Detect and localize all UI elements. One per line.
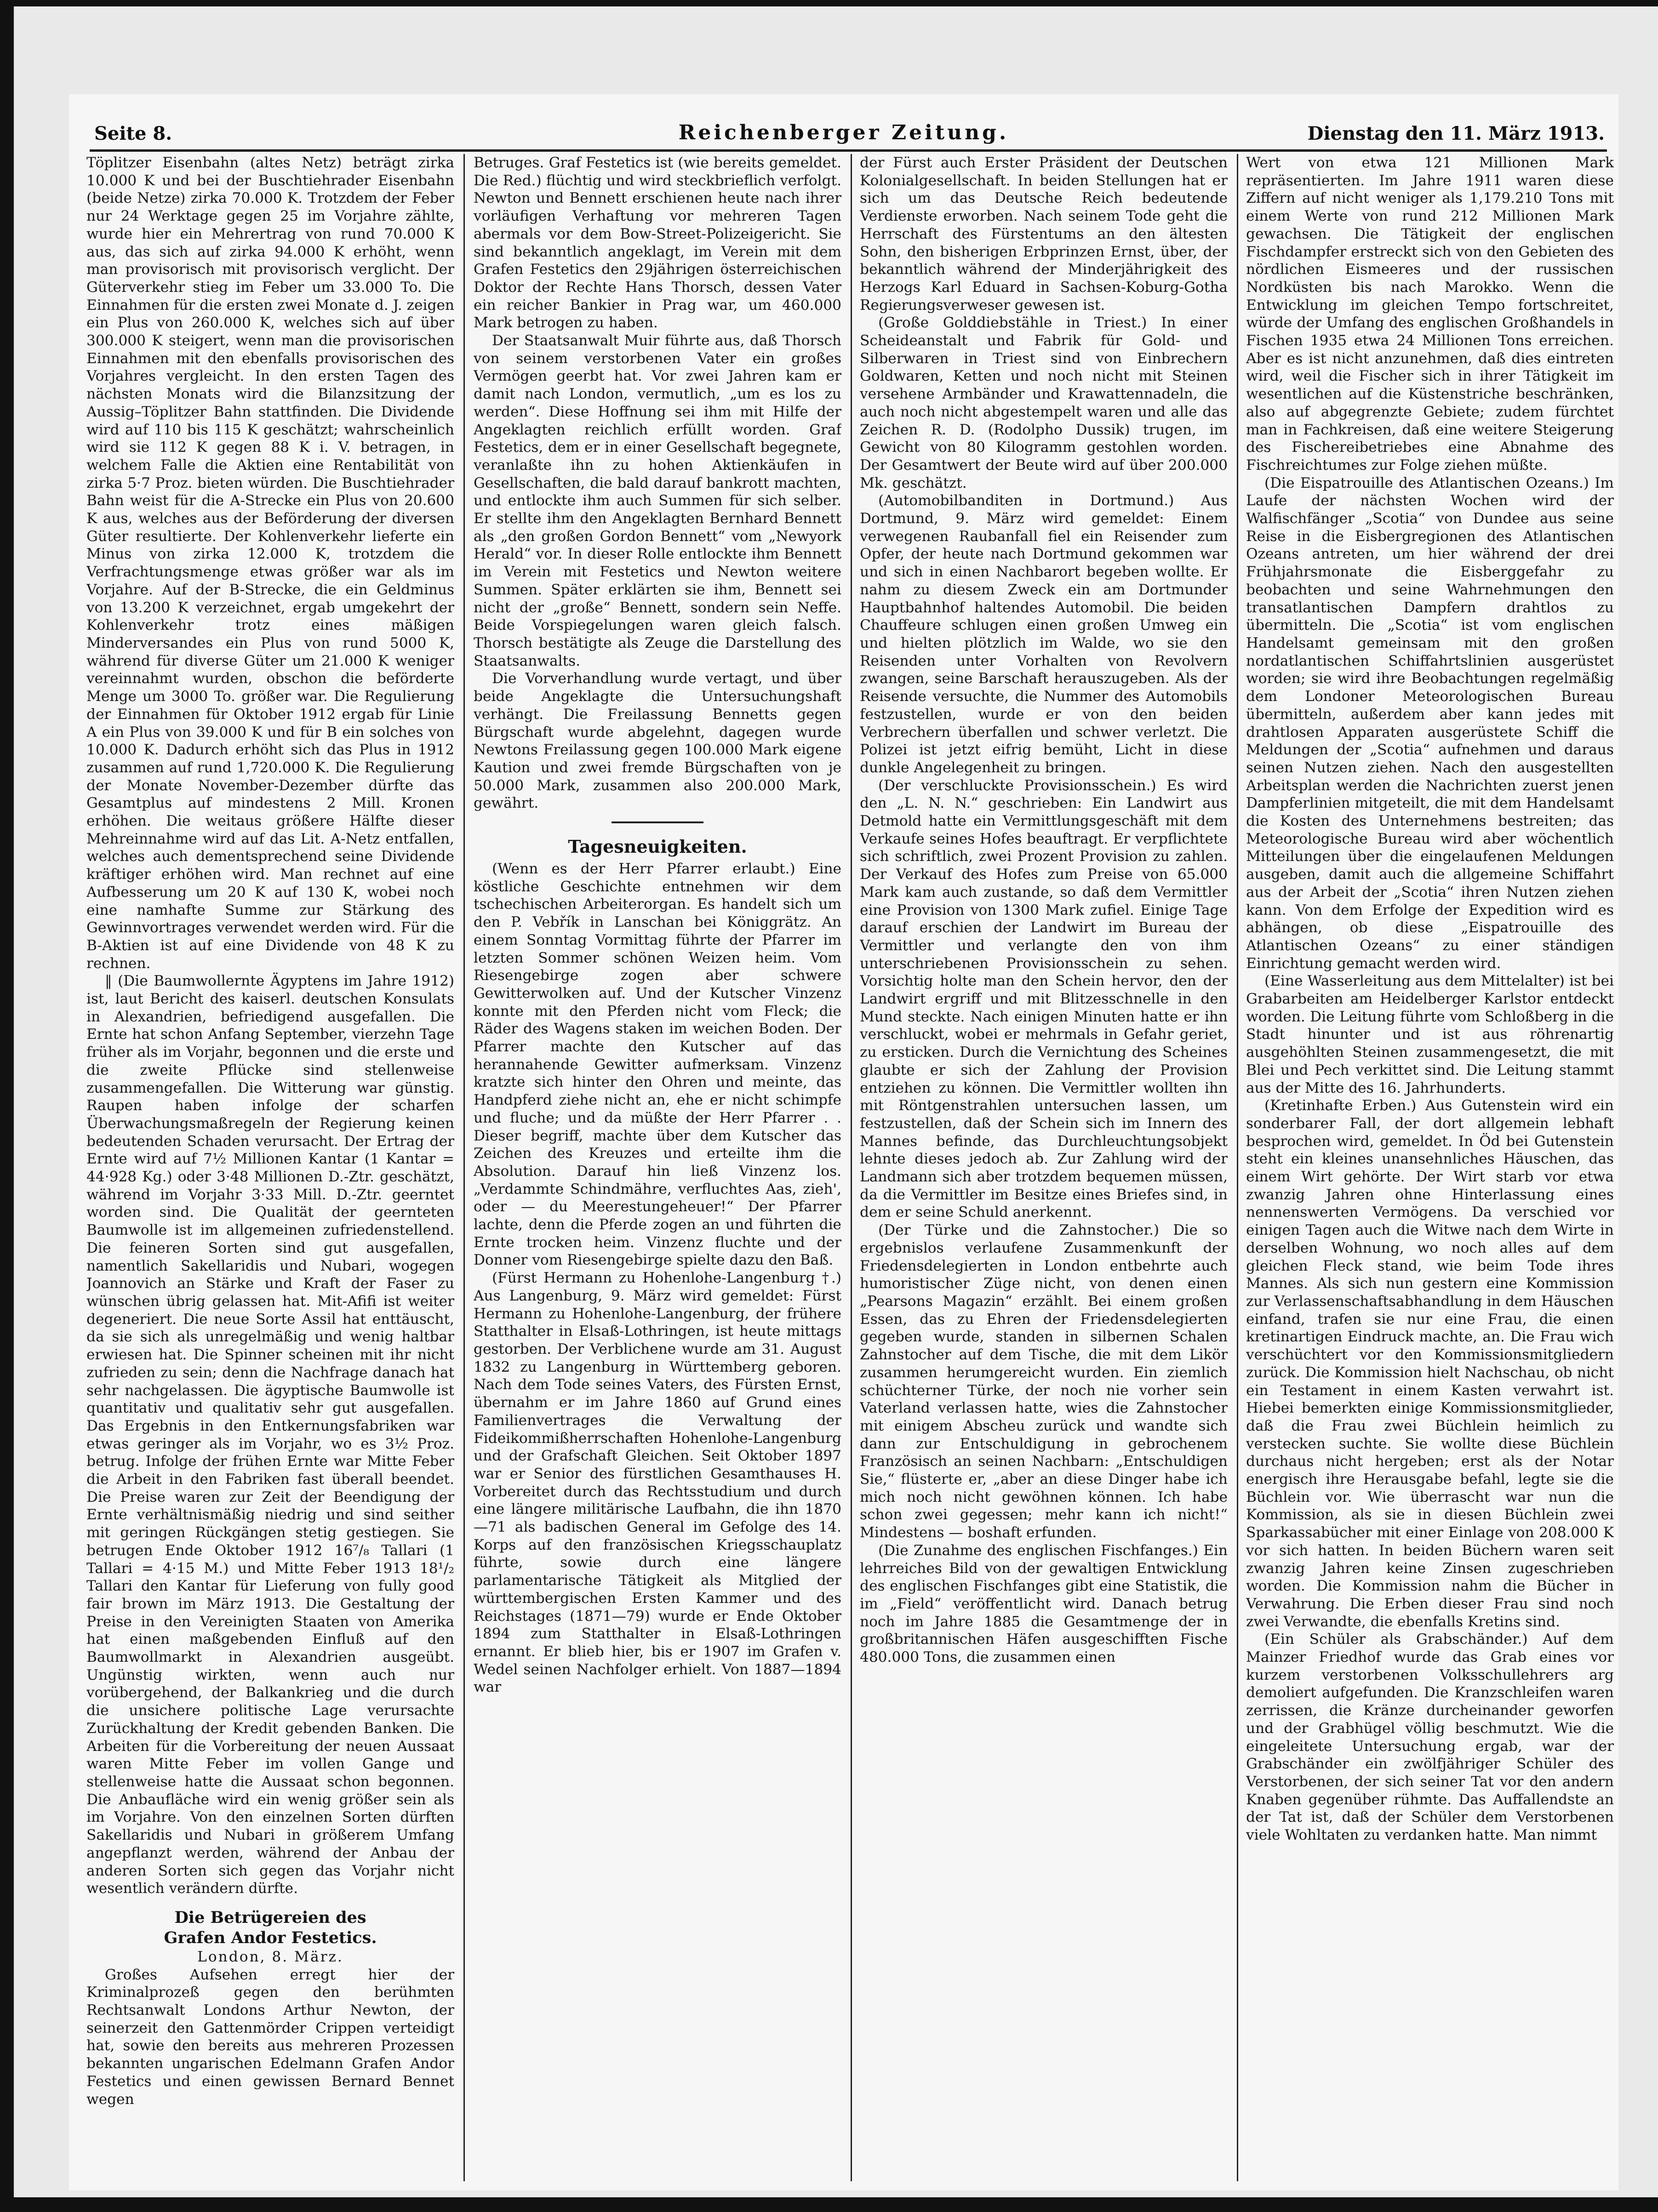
headline-festetics-2: Grafen Andor Festetics.: [164, 1928, 377, 1947]
article-hohenlohe-cont: der Fürst auch Erster Präsident der Deutschen Kolonialgesellschaft. In beiden Stellungen hat er sich um das Deutsche Reich bedeutende Verdienste erworben. Nach seinem Tode geht die Herrschaft des Fürstentums an den ältesten Sohn, den bisherigen Erbprinzen Ernst, über, der bekanntlich während der Minderjährigkeit des Herzogs Karl Eduard in Sachsen-Koburg-Gotha Regierungsverweser gewesen ist.: [860, 154, 1228, 314]
article-cretin-heirs: (Kretinhafte Erben.) Aus Gutenstein wird ein sonderbarer Fall, der dort allgemein lebhaft besprochen wird, gemeldet. In Öd bei Gutenstein steht ein kleines unansehnliches Häuschen, das einem Wirt gehörte. Der Wirt starb vor etwa zwanzig Jahren ohne Hinterlassung eines nennenswerten Vermögens. Da verschied vor einigen Tagen auch die Witwe nach dem Wirte in derselben Wohnung, wo noch alles auf dem gleichen Fleck stand, wie beim Tode ihres Mannes. Als sich nun gestern eine Kommission zur Verlassenschaftsabhandlung in dem Häuschen einfand, trafen sie nur eine Frau, die einen kretinartigen Eindruck machte, an. Die Frau wich verschüchtert vor den Kommissionsmitgliedern zurück. Die Kommission hielt Nachschau, ob nicht ein Testament in einem Kasten verwahrt ist. Hiebei bemerkten einige Kommissionsmitglieder, daß die Frau zwei Büchlein heimlich zu verstecken suchte. Sie wollte diese Büchlein durchaus nicht hergeben; erst als der Notar energisch ihre Herausgabe befahl, legte sie die Büchlein vor. Wie überrascht war nun die Kommission, als sie in diesen Büchlein zwei Sparkassabücher mit einer Einlage von 208.000 K vor sich hatten. In beiden Büchern waren seit zwanzig Jahren keine Zinsen zugeschrieben worden. Die Kommission nahm die Bücher in Verwahrung. Die Erben dieser Frau sind noch zwei Verwandte, die ebenfalls Kretins sind.: [1246, 1097, 1614, 1630]
section-divider: [612, 821, 703, 823]
scan-border-left: [0, 0, 14, 2212]
article-english-fishing: (Die Zunahme des englischen Fischfanges.) Ein lehrreiches Bild von der gewaltigen Entwicklung des englischen Fischfanges gibt eine Statistik, die im „Field“ veröffentlicht wird. Danach betrug noch im Jahre 1885 die Gesamtmenge der in großbritannischen Häfen ausgeschifften Fische 480.000 Tons, die zusammen einen: [860, 1542, 1228, 1666]
article-dortmund-bandits: (Automobilbanditen in Dortmund.) Aus Dortmund, 9. März wird gemeldet: Einem verwegenen Raubanfall fiel ein Reisender zum Opfer, der heute nach Dortmund gekommen war und sich in einen Nachbarort begeben wollte. Er nahm zu diesem Zweck ein am Dortmunder Hauptbahnhof haltendes Automobil. Die beiden Chauffeure schlugen einen großen Umweg ein und hielten plötzlich im Walde, wo sie den Reisenden unter Vorhalten von Revolvern zwangen, seine Barschaft herauszugeben. Als der Reisende versuchte, die Nummer des Automobils festzustellen, wurde er von den beiden Verbrechern überfallen und schwer verletzt. Die Polizei ist jetzt eifrig bemüht, Licht in diese dunkle Angelegenheit zu bringen.: [860, 492, 1228, 776]
column-divider: [463, 154, 465, 2181]
article-festetics-intro: Großes Aufsehen erregt hier der Kriminalprozeß gegen den berühmten Rechtsanwalt Londons Arthur Newton, der seinerzeit den Gattenmörder Crippen verteidigt hat, sowie den bereits aus mehreren Prozessen bekannten ungarischen Edelmann Grafen Andor Festetics und einen gewissen Bernard Bennet wegen: [86, 1966, 454, 2108]
section-title-tagesneuigkeiten: Tagesneuigkeiten.: [568, 836, 747, 857]
scan-border-bottom: [0, 2197, 1658, 2212]
column-divider: [1237, 154, 1238, 2181]
article-festetics-verdict: Die Vorverhandlung wurde vertagt, und über beide Angeklagte die Untersuchungshaft verhängt. Die Freilassung Bennetts gegen Bürgschaft wurde abgelehnt, dagegen wurde Newtons Freilassung gegen 100.000 Mark eigene Kaution und zwei fremde Bürgschaften von je 50.000 Mark, zusammen also 200.000 Mark, gewährt.: [474, 670, 841, 812]
article-turk-toothpicks: (Der Türke und die Zahnstocher.) Die so ergebnislos verlaufene Zusammenkunft der Friedensdelegierten in London entbehrte auch humoristischer Züge nicht, von denen einen „Pearsons Magazin“ erzählt. Bei einem großen Essen, das zu Ehren der Friedensdelegierten gegeben wurde, standen in silbernen Schalen Zahnstocher auf dem Tische, die mit dem Likör zusammen herumgereicht wurden. Ein ziemlich schüchterner Türke, der noch nie vorher sein Vaterland verlassen hatte, wies die Zahnstocher mit einigem Abscheu zurück und wandte sich dann zur Entschuldigung in gebrochenem Französisch an seinen Nachbarn: „Entschuldigen Sie,“ flüsterte er, „aber an diese Dinger habe ich mich noch nicht gewöhnen können. Ich habe schon zwei gegessen; mehr kann ich nicht!“ Mindestens — boshaft erfunden.: [860, 1222, 1228, 1541]
article-egypt-cotton: ‖ (Die Baumwollernte Ägyptens im Jahre 1912) ist, laut Bericht des kaiserl. deutschen Konsulats in Alexandrien, befriedigend ausgefallen. Die Ernte hat schon Anfang September, vierzehn Tage früher als im Vorjahr, begonnen und die erste und die zweite Pflücke sind stellenweise zusammengefallen. Die Witterung war günstig. Raupen haben infolge der scharfen Überwachungsmaßregeln der Regierung keinen bedeutenden Schaden verursacht. Der Ertrag der Ernte wird auf 7½ Millionen Kantar (1 Kantar = 44·928 Kg.) oder 3·48 Millionen D.-Ztr. geschätzt, während im Vorjahr 3·33 Mill. D.-Ztr. geerntet worden sind. Die Qualität der geernteten Baumwolle ist im allgemeinen zufriedenstellend. Die feineren Sorten sind gut ausgefallen, namentlich Sakellaridis und Nubari, wogegen Joannovich an Stärke und Kraft der Faser zu wünschen übrig gelassen hat. Mit-Afifi ist weiter degeneriert. Die neue Sorte Assil hat enttäuscht, da sie sich als unregelmäßig und wenig haltbar erwiesen hat. Die Spinner scheinen mit ihr nicht zufrieden zu sein; denn die Nachfrage danach hat sehr nachgelassen. Die ägyptische Baumwolle ist quantitativ und qualitativ sehr gut ausgefallen. Das Ergebnis in den Entkernungsfabriken war etwas geringer als im Vorjahr, wo es 3½ Proz. betrug. Infolge der frühen Ernte war Mitte Feber die Arbeit in den Fabriken fast überall beendet. Die Preise waren zur Zeit der Beendigung der Ernte verhältnismäßig niedrig und sind seither mit geringen Rückgängen stetig gestiegen. Sie betrugen Ende Oktober 1912 16⁷/₈ Tallari (1 Tallari = 4·15 M.) und Mitte Feber 1913 18¹/₂ Tallari den Kantar für Lieferung von fully good fair brown im März 1913. Die Gestaltung der Preise in den Vereinigten Staaten von Amerika hat einen maßgebenden Einfluß auf den Baumwollmarkt in Alexandrien ausgeübt. Ungünstig wirkten, wenn auch nur vorübergehend, der Balkankrieg und die durch die unsichere politische Lage verursachte Zurückhaltung der Kredit gebenden Banken. Die Arbeiten für die Vorbereitung der neuen Aussaat waren Mitte Feber im vollen Gange und stellenweise hatte die Aussaat schon begonnen. Die Anbaufläche wird ein wenig größer sein als im Vorjahre. Von den einzelnen Sorten dürften Sakellaridis und Nubari in größerem Umfang angepflanzt werden, während der Anbau der anderen Sorten sich gegen das Vorjahr nicht wesentlich verändern dürfte.: [86, 973, 454, 1897]
column-1: [86, 154, 454, 2186]
article-water-pipe: (Eine Wasserleitung aus dem Mittelalter) ist bei Grabarbeiten am Heidelberger Karlstor entdeckt worden. Die Leitung führte vom Schloßberg in die Stadt hinunter und ist aus röhrenartig ausgehöhlten Steinen zusammengesetzt, die mit Blei und Pech verkittet sind. Die Leitung stammt aus der Mitte des 16. Jahrhunderts.: [1246, 973, 1614, 1096]
article-pfarrer: (Wenn es der Herr Pfarrer erlaubt.) Eine köstliche Geschichte entnehmen wir dem tschechischen Arbeiterorgan. Es handelt sich um den P. Vebřík in Lanschan bei Königgrätz. An einem Sonntag Vormittag führte der Pfarrer im letzten Sommer schönen Weizen heim. Vom Riesengebirge zogen aber schwere Gewitterwolken auf. Und der Kutscher Vinzenz konnte mit den Pferden nicht vom Fleck; die Räder des Wagens staken im weichen Boden. Der Pfarrer machte den Kutscher auf das herannahende Gewitter aufmerksam. Vinzenz kratzte sich hinter den Ohren und meinte, das Handpferd ziehe nicht an, ehe er nicht schimpfe und fluche; und da müßte der Herr Pfarrer . . Dieser begriff, machte über dem Kutscher das Zeichen des Kreuzes und erteilte ihm die Absolution. Darauf hin ließ Vinzenz los. „Verdammte Schindmähre, verfluchtes Aas, zieh', oder — du Meerestungeheuer!“ Der Pfarrer lachte, denn die Pferde zogen an und führten die Ernte trocken heim. Vinzenz fluchte und der Donner vom Riesengebirge spielte dazu den Baß.: [474, 861, 841, 1269]
issue-date: Dienstag den 11. März 1913.: [1307, 123, 1605, 144]
column-4: [1246, 154, 1614, 2186]
article-provision-slip: (Der verschluckte Provisionsschein.) Es wird den „L. N. N.“ geschrieben: Ein Landwirt aus Detmold hatte ein Vermittlungsgeschäft mit dem Verkaufe seines Hofes beauftragt. Er verpflichtete sich schriftlich, zwei Prozent Provision zu zahlen. Der Verkauf des Hofes zum Preise von 65.000 Mark kam auch zustande, so daß dem Vermittler eine Provision von 1300 Mark zufiel. Einige Tage darauf erschien der Landwirt im Bureau der Vermittler und verlangte den von ihm unterschriebenen Provisionsschein zu sehen. Vorsichtig holte man den Schein hervor, den der Landwirt ergriff und mit Blitzesschnelle in den Mund steckte. Nach einigen Minuten hatte er ihn verschluckt, wobei er mehrmals in Gefahr geriet, zu ersticken. Durch die Vernichtung des Scheines glaubte er sich der Zahlung der Provision entziehen zu können. Die Vermittler wollten ihn mit Röntgenstrahlen untersuchen lassen, um festzustellen, daß der Schein sich im Innern des Mannes befinde, das Durchleuchtungsobjekt lehnte dieses jedoch ab. Zur Zahlung wird der Landmann sich aber trotzdem bequemen müssen, da die Vermittler im Besitze eines Briefes sind, in dem er seine Schuld anerkennt.: [860, 777, 1228, 1221]
article-ice-patrol: (Die Eispatrouille des Atlantischen Ozeans.) Im Laufe der nächsten Wochen wird der Walfischfänger „Scotia“ von Dundee aus seine Reise in die Eisbergregionen des Atlantischen Ozeans antreten, um hier während der drei Frühjahrsmonate die Eisberggefahr zu beobachten und seine Wahrnehmungen den transatlantischen Dampfern drahtlos zu übermitteln. Die „Scotia“ ist vom englischen Handelsamt gemeinsam mit den großen nordatlantischen Schiffahrtslinien ausgerüstet worden; sie wird ihre Beobachtungen regelmäßig dem Londoner Meteorologischen Bureau übermitteln, außerdem aber kann jedes mit drahtlosen Apparaten ausgerüstete Schiff die Meldungen der „Scotia“ aufnehmen und daraus seinen Nutzen ziehen. Nach den ausgestellten Arbeitsplan werden die Nachrichten zuerst jenen Dampferlinien mitgeteilt, die mit dem Handelsamt die Kosten des Unternehmens bestreiten; das Meteorologische Bureau wird aber wöchentlich Mitteilungen über die eingelaufenen Meldungen ausgeben, damit auch die allgemeine Schiffahrt aus der Arbeit der „Scotia“ ihren Nutzen ziehen kann. Von dem Erfolge der Expedition wird es abhängen, ob diese „Eispatrouille des Atlantischen Ozeans“ zu einer ständigen Einrichtung gemacht werden wird.: [1246, 474, 1614, 972]
column-2: [474, 154, 841, 2186]
scan-border-top: [0, 0, 1658, 6]
newspaper-title: Reichenberger Zeitung.: [678, 121, 1009, 144]
page-number: Seite 8.: [94, 123, 172, 144]
masthead: [69, 123, 1618, 150]
column-3: [860, 154, 1228, 2186]
header-rule: [90, 149, 1607, 152]
article-hohenlohe: (Fürst Hermann zu Hohenlohe-Langenburg †.) Aus Langenburg, 9. März wird gemeldet: Fürst Hermann zu Hohenlohe-Langenburg, der frühere Statthalter in Elsaß-Lothringen, ist heute mittags gestorben. Der Verblichene wurde am 31. August 1832 zu Langenburg in Württemberg geboren. Nach dem Tode seines Vaters, des Fürsten Ernst, übernahm er im Jahre 1860 auf Grund eines Familienvertrages die Verwaltung der Fideikommißherrschaften Hohenlohe-Langenburg und der Grafschaft Gleichen. Seit Oktober 1897 war er Senior des fürstlichen Gesamthauses H. Vorbereitet durch das Rechtsstudium und durch eine längere militärische Laufbahn, die ihn 1870—71 als badischen General im Gefolge des 14. Korps auf den französischen Kriegsschauplatz führte, sowie durch eine längere parlamentarische Tätigkeit als Mitglied der württembergischen Ersten Kammer und des Reichstages (1871—79) wurde er Ende Oktober 1894 zum Statthalter in Elsaß-Lothringen ernannt. Er blieb hier, bis er 1907 im Grafen v. Wedel seinen Nachfolger erhielt. Von 1887—1894 war: [474, 1270, 841, 1696]
article-english-fishing-cont: Wert von etwa 121 Millionen Mark repräsentierten. Im Jahre 1911 waren diese Ziffern auf nicht weniger als 1,179.210 Tons mit einem Werte von rund 212 Millionen Mark gewachsen. Die Tätigkeit der englischen Fischdampfer erstreckt sich von den Gebieten des nördlichen Eismeeres und der russischen Nordküsten bis nach Marokko. Wenn die Entwicklung im gleichen Tempo fortschreitet, würde der Umfang des englischen Großhandels in Fischen 1935 etwa 24 Millionen Tons erreichen. Aber es ist nicht anzunehmen, daß dies eintreten wird, weil die Fischer sich in ihrer Tätigkeit im wesentlichen auf die Küstenstriche beschränken, also auf abgegrenzte Gebiete; zudem fürchtet man in Fachkreisen, daß eine weitere Steigerung des Fischereibetriebes eine Abnahme des Fischreichtumes zur Folge ziehen müßte.: [1246, 154, 1614, 473]
headline-festetics-1: Die Betrügereien des: [174, 1908, 366, 1927]
article-railway-report: Töplitzer Eisenbahn (altes Netz) beträgt zirka 10.000 K und bei der Buschtiehrader Eisenbahn (beide Netze) zirka 70.000 K. Trotzdem der Feber nur 24 Werktage gegen 25 im Vorjahre zählte, wurde hier ein Mehrertrag von rund 70.000 K aus, das sich auf zirka 94.000 K erhöht, wenn man provisorisch mit provisorisch verglicht. Der Güterverkehr stieg im Feber um 33.000 To. Die Einnahmen für die ersten zwei Monate d. J. zeigen ein Plus von 260.000 K, welches sich auf über 300.000 K steigert, wenn man die provisorischen Einnahmen mit den ebenfalls provisorischen des Vorjahres vergleicht. In den ersten Tagen des nächsten Monats wird die Bilanzsitzung der Aussig–Töplitzer Bahn stattfinden. Die Dividende wird auf 110 bis 115 K geschätzt; wahrscheinlich wird sie 112 K gegen 88 K i. V. betragen, in welchem Falle die Aktien eine Rentabilität von zirka 5·7 Proz. bieten würden. Die Buschtiehrader Bahn weist für die A-Strecke ein Plus von 20.600 K aus, welches aus der Beförderung der diversen Güter resultierte. Der Kohlenverkehr lieferte ein Minus von zirka 12.000 K, trotzdem die Verfrachtungsmenge etwas größer war als im Vorjahre. Auf der B-Strecke, die ein Geldminus von 13.200 K verzeichnet, ergab umgekehrt der Kohlenverkehr trotz eines mäßigen Minderversandes ein Plus von rund 5000 K, während für diverse Güter um 21.000 K weniger vereinnahmt wurden, obschon die beförderte Menge um 3000 To. größer war. Die Regulierung der Einnahmen für Oktober 1912 ergab für Linie A ein Plus von 39.000 K und für B ein solches von 10.000 K. Dadurch erhöht sich das Plus in 1912 zusammen auf rund 1,720.000 K. Die Regulierung der Monate November-Dezember dürfte das Gesamtplus auf mindestens 2 Mill. Kronen erhöhen. Die weitaus größere Hälfte dieser Mehreinnahme wird auf das Lit. A-Netz entfallen, welches auch dementsprechend seine Dividende kräftiger erhöhen wird. Man rechnet auf eine Aufbesserung um 20 K auf 130 K, wobei noch eine namhafte Summe zur Stärkung des Gewinnvortrages verwendet werden wird. Für die B-Aktien ist auf eine Dividende von 48 K zu rechnen.: [86, 154, 454, 972]
article-festetics-muir: Der Staatsanwalt Muir führte aus, daß Thorsch von seinem verstorbenen Vater ein großes Vermögen geerbt hat. Vor zwei Jahren kam er damit nach London, vermutlich, „um es los zu werden“. Diese Hoffnung sei ihm mit Hilfe der Angeklagten reichlich erfüllt worden. Graf Festetics, dem er in einer Gesellschaft begegnete, veranlaßte ihn zu hohen Aktienkäufen in Gesellschaften, die bald darauf bankrott machten, und entlockte ihm auch Summen für sich selber. Er stellte ihm den Angeklagten Bernhard Bennett als „den großen Gordon Bennett“ vom „Newyork Herald“ vor. In dieser Rolle entlockte ihm Bennett im Verein mit Festetics und Newton weitere Summen. Später erklärten sie ihm, Bennett sei nicht der „große“ Bennett, sondern sein Neffe. Beide Vorspiegelungen waren gleich falsch. Thorsch bestätigte als Zeuge die Darstellung des Staatsanwalts.: [474, 332, 841, 669]
dateline-london: London, 8. März.: [197, 1948, 343, 1965]
newspaper-page: [69, 94, 1618, 2190]
column-divider: [851, 154, 852, 2181]
article-triest-gold: (Große Golddiebstähle in Triest.) In einer Scheideanstalt und Fabrik für Gold- und Silberwaren in Triest sind von Einbrechern Goldwaren, Ketten und noch nicht mit Steinen versehene Armbänder und Krawattennadeln, die auch noch nicht abgestempelt waren und alle das Zeichen R. D. (Rodolpho Dussik) trugen, im Gewicht von 80 Kilogramm gestohlen worden. Der Gesamtwert der Beute wird auf über 200.000 Mk. geschätzt.: [860, 314, 1228, 491]
article-grave-desecration: (Ein Schüler als Grabschänder.) Auf dem Mainzer Friedhof wurde das Grab eines vor kurzem verstorbenen Volksschullehrers arg demoliert aufgefunden. Die Kranzschleifen waren zerrissen, die Kränze durcheinander geworfen und der Grabhügel völlig beschmutzt. Wie die eingeleitete Untersuchung ergab, war der Grabschänder ein zwölfjähriger Schüler des Verstorbenen, der sich seiner Tat vor den andern Knaben gegenüber rühmte. Das Auffallendste an der Tat ist, daß der Schüler dem Verstorbenen viele Wohltaten zu verdanken hatte. Man nimmt: [1246, 1631, 1614, 1844]
article-festetics-cont: Betruges. Graf Festetics ist (wie bereits gemeldet. Die Red.) flüchtig und wird steckbrieflich verfolgt. Newton und Bennett erschienen heute nach ihrer vorläufigen Verhaftung vor mehreren Tagen abermals vor dem Bow-Street-Polizeigericht. Sie sind bekanntlich angeklagt, im Verein mit dem Grafen Festetics den 29jährigen österreichischen Doktor der Rechte Hans Thorsch, dessen Vater ein reicher Bankier in Prag war, um 460.000 Mark betrogen zu haben.: [474, 154, 841, 331]
